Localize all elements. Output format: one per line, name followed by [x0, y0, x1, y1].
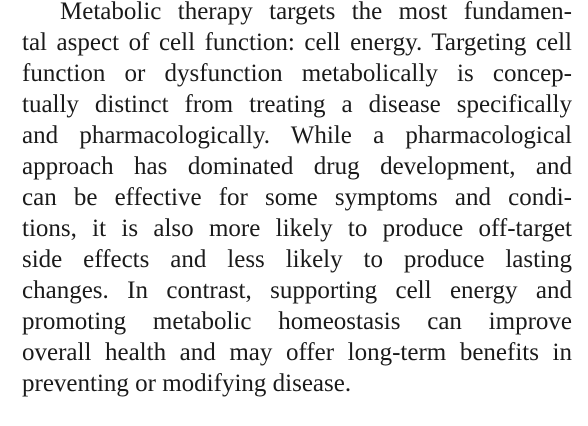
paragraph-line-10: changes. In contrast, supporting cell energy and — [22, 277, 572, 304]
paragraph-line-9: side effects and less likely to produce lasting — [22, 246, 572, 273]
paragraph-line-7: can be effective for some symptoms and condi- — [22, 184, 572, 211]
paragraph-line-13: preventing or modifying disease. — [22, 370, 352, 397]
paragraph-line-1: Metabolic therapy targets the most fundamen- — [60, 0, 572, 25]
paragraph-line-11: promoting metabolic homeostasis can improve — [22, 308, 572, 335]
paragraph-line-2: tal aspect of cell function: cell energy. Targeting cell — [22, 29, 572, 56]
paragraph-line-5: and pharmacologically. While a pharmacological — [22, 122, 572, 149]
clipped-next-line — [22, 414, 562, 426]
paragraph-line-12: overall health and may offer long-term benefits in — [22, 339, 572, 366]
paragraph-line-3: function or dysfunction metabolically is concep- — [22, 60, 572, 87]
paragraph-line-6: approach has dominated drug development, and — [22, 153, 572, 180]
paragraph-line-4: tually distinct from treating a disease specifically — [22, 91, 572, 118]
paragraph-line-8: tions, it is also more likely to produce off-target — [22, 215, 572, 242]
